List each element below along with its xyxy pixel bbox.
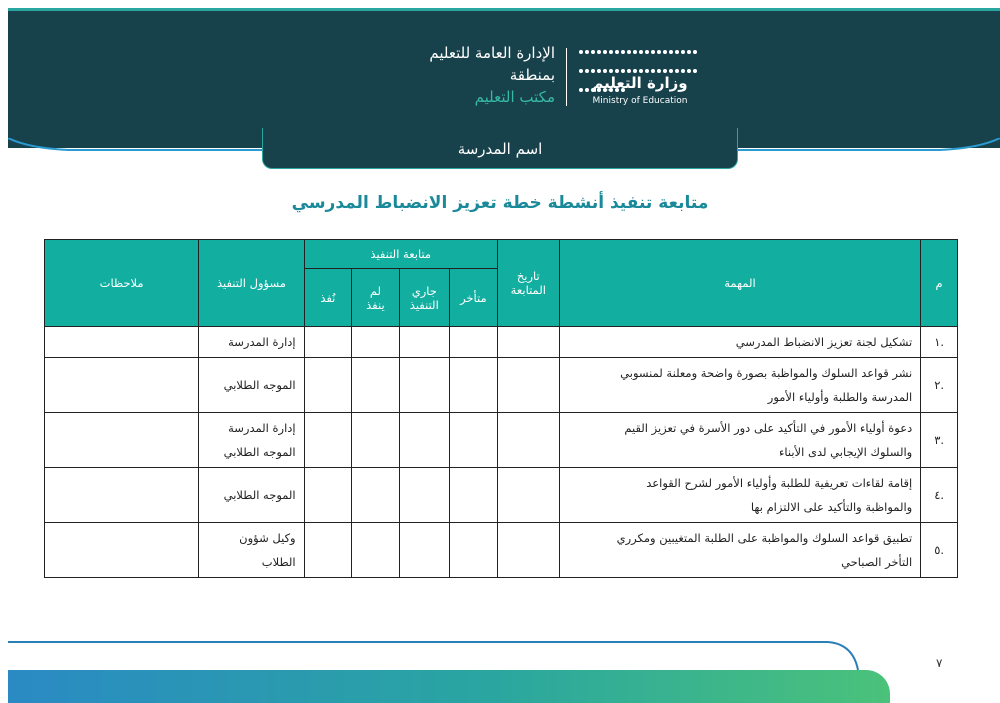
page-number: ٧ [936, 656, 943, 670]
row-done [304, 358, 351, 413]
resp-line-1: وكيل شؤون [239, 531, 296, 545]
row-notes [45, 523, 199, 578]
row-ongoing [399, 358, 449, 413]
table-row [45, 523, 958, 578]
row-not-done [352, 523, 400, 578]
row-notes [45, 327, 199, 358]
row-follow-date [497, 327, 559, 358]
row-follow-date [497, 358, 559, 413]
table-row [45, 413, 958, 468]
row-task [559, 413, 921, 468]
row-num: .٣ [921, 413, 958, 468]
row-responsible: الموجه الطلابي [199, 358, 304, 413]
row-num: .٤ [921, 468, 958, 523]
row-responsible [199, 523, 304, 578]
col-header-done: نُفذ [304, 269, 351, 327]
row-late [449, 358, 497, 413]
row-ongoing [399, 468, 449, 523]
not-done-line-2: ينفذ [366, 297, 385, 312]
row-num: .٢ [921, 358, 958, 413]
office-name: مكتب التعليم [474, 88, 555, 106]
row-responsible [199, 413, 304, 468]
row-task [559, 327, 921, 358]
col-header-ongoing [399, 269, 449, 327]
admin-line-2: بمنطقة [509, 66, 555, 84]
row-notes [45, 468, 199, 523]
row-done [304, 327, 351, 358]
row-not-done [352, 468, 400, 523]
task-line-2: المدرسة والطلبة وأولياء الأمور [767, 390, 913, 404]
row-follow-date [497, 468, 559, 523]
row-ongoing [399, 327, 449, 358]
resp-line-1: إدارة المدرسة [228, 421, 296, 435]
row-task [559, 523, 921, 578]
row-follow-date [497, 523, 559, 578]
col-header-responsible: مسؤول التنفيذ [199, 240, 304, 327]
resp-line-2: الموجه الطلابي [223, 445, 296, 459]
resp-line-2: الطلاب [261, 555, 296, 569]
table-row [45, 468, 958, 523]
row-ongoing [399, 413, 449, 468]
task-line-2: التأخر الصباحي [841, 555, 913, 569]
row-notes [45, 358, 199, 413]
task-line-1: نشر قواعد السلوك والمواظبة بصورة واضحة ومعلنة لمنسوبي [620, 366, 913, 380]
col-header-not-done [352, 269, 400, 327]
task-line-2: والمواظبة والتأكيد على الالتزام بها [750, 500, 913, 514]
row-not-done [352, 327, 400, 358]
col-header-notes: ملاحظات [45, 240, 199, 327]
row-late [449, 523, 497, 578]
row-notes [45, 413, 199, 468]
row-ongoing [399, 523, 449, 578]
row-task [559, 468, 921, 523]
row-num: .٥ [921, 523, 958, 578]
row-not-done [352, 358, 400, 413]
row-num: .١ [921, 327, 958, 358]
page-title: متابعة تنفيذ أنشطة خطة تعزيز الانضباط المدرسي [291, 193, 709, 213]
admin-line-1: الإدارة العامة للتعليم [429, 44, 555, 62]
row-late [449, 413, 497, 468]
admin-title-block [340, 42, 555, 108]
row-done [304, 468, 351, 523]
header-top-line [8, 8, 1000, 11]
row-not-done [352, 413, 400, 468]
col-header-num: م [921, 240, 958, 327]
discipline-plan-table [44, 239, 958, 578]
row-late [449, 327, 497, 358]
follow-date-line-2: المتابعة [510, 283, 546, 297]
logo-divider [566, 48, 567, 106]
table-row [45, 358, 958, 413]
school-name-tab: اسم المدرسة [262, 128, 738, 169]
follow-date-line-1: تاريخ [516, 269, 540, 283]
ongoing-line-2: التنفيذ [409, 297, 439, 312]
table-row [45, 327, 958, 358]
row-follow-date [497, 413, 559, 468]
row-late [449, 468, 497, 523]
not-done-line-1: لم [369, 283, 381, 298]
ministry-name-en: Ministry of Education [592, 96, 688, 106]
col-header-task: المهمة [559, 240, 921, 327]
row-responsible: الموجه الطلابي [199, 468, 304, 523]
row-done [304, 413, 351, 468]
ongoing-line-1: جاري [411, 283, 437, 298]
row-done [304, 523, 351, 578]
task-line-1: تطبيق قواعد السلوك والمواظبة على الطلبة المتغيبين ومكرري [616, 531, 913, 545]
task-line-1: دعوة أولياء الأمور في التأكيد على دور الأسرة في تعزيز القيم [624, 421, 913, 435]
task-line-2: والسلوك الإيجابي لدى الأبناء [778, 445, 913, 459]
task-line-1: إقامة لقاءات تعريفية للطلبة وأولياء الأمور لشرح القواعد [646, 476, 913, 490]
col-header-status-group: متابعة التنفيذ [304, 240, 497, 269]
ministry-name-ar: وزارة التعليم [592, 74, 688, 92]
col-header-late: متأخر [449, 269, 497, 327]
task-line-1: تشكيل لجنة تعزيز الانضباط المدرسي [735, 335, 913, 349]
footer-gradient-bar [8, 670, 890, 703]
row-responsible: إدارة المدرسة [199, 327, 304, 358]
col-header-follow-date [497, 240, 559, 327]
row-task [559, 358, 921, 413]
